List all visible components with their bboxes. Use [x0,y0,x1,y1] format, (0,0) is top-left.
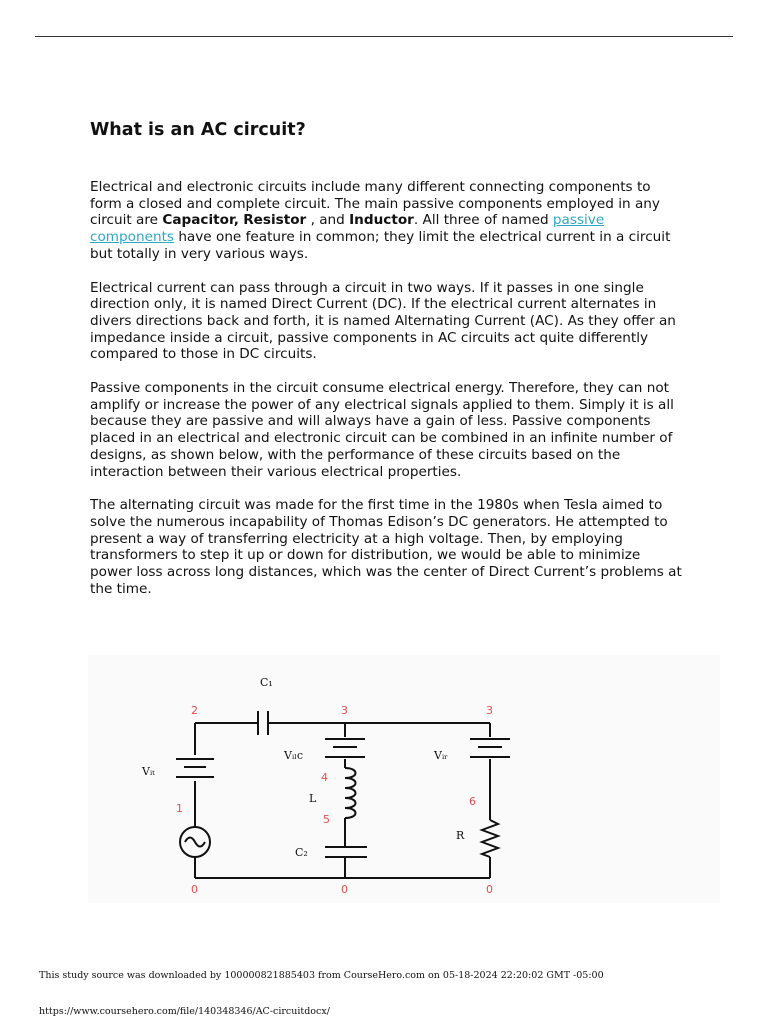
node-0-middle: 0 [341,883,348,896]
document-body [90,118,682,597]
node-0-left: 0 [191,883,198,896]
label-c1: C₁ [260,676,273,689]
label-r: R [456,829,465,842]
bold-resistor: Resistor [243,212,307,229]
paragraph-history: The alternating circuit was made for the first time in the 1980s when Tesla aimed to solve the numerous incapability of Thomas Edison’s DC generators. He attempted to present a way of transferring electricity at a high voltage. Then, by employing transformers to step it up or down for distribution, we would be able to minimize power loss across long distances, which was the center of Direct Current’s problems at the time. [90,497,682,597]
node-4: 4 [321,771,328,784]
circuit-diagram [88,655,720,903]
paragraph-passive: Passive components in the circuit consume electrical energy. Therefore, they can not amplify or increase the power of any electrical signals applied to them. Simply it is all because they are passive and will always have a gain of less. Passive components placed in an electrical and electronic circuit can be combined in an infinite number of designs, as shown below, with the performance of these circuits based on the interaction between their various electrical properties. [90,380,674,480]
text-span: . All three of named [413,212,553,229]
paragraph-intro [90,179,682,263]
text-span: Electrical and electronic circuits include many different connecting components to form a closed and complete circuit. The main passive components employed in any circuit are [90,179,660,229]
label-c2: C₂ [295,846,308,859]
bold-inductor: Inductor [349,212,414,229]
label-vilc: Vᵢₗc [284,749,303,762]
page-title: What is an AC circuit? [90,120,306,140]
node-1: 1 [176,802,183,815]
bold-capacitor: Capacitor, [162,212,239,229]
label-vit: Vᵢₜ [142,765,155,778]
paragraph-current: Electrical current can pass through a circuit in two ways. If it passes in one single direction only, it is named Direct Current (DC). If the electrical current alternates in divers directions back and forth, it is named Alternating Current (AC). As they offer an impedance inside a circuit, passive components in AC circuits act quite differently compared to those in DC circuits. [90,279,676,363]
node-3-right: 3 [486,704,493,717]
node-6: 6 [469,795,476,808]
text-span: have one feature in common; they limit the electrical current in a circuit but totally in very various ways. [90,229,671,262]
node-5: 5 [323,813,330,826]
label-vir: Vᵢᵣ [434,749,448,762]
source-url[interactable]: https://www.coursehero.com/file/140348346/AC-circuitdocx/ [39,1006,330,1017]
passive-components-link[interactable]: passive components [90,212,605,246]
node-3-middle: 3 [341,704,348,717]
download-notice: This study source was downloaded by 100000821885403 from CourseHero.com on 05-18-2024 22:20:02 GMT -05:00 [39,970,604,981]
top-rule [35,36,733,37]
node-0-right: 0 [486,883,493,896]
node-2: 2 [191,704,198,717]
text-span: , and [306,212,350,229]
label-l: L [309,792,317,805]
